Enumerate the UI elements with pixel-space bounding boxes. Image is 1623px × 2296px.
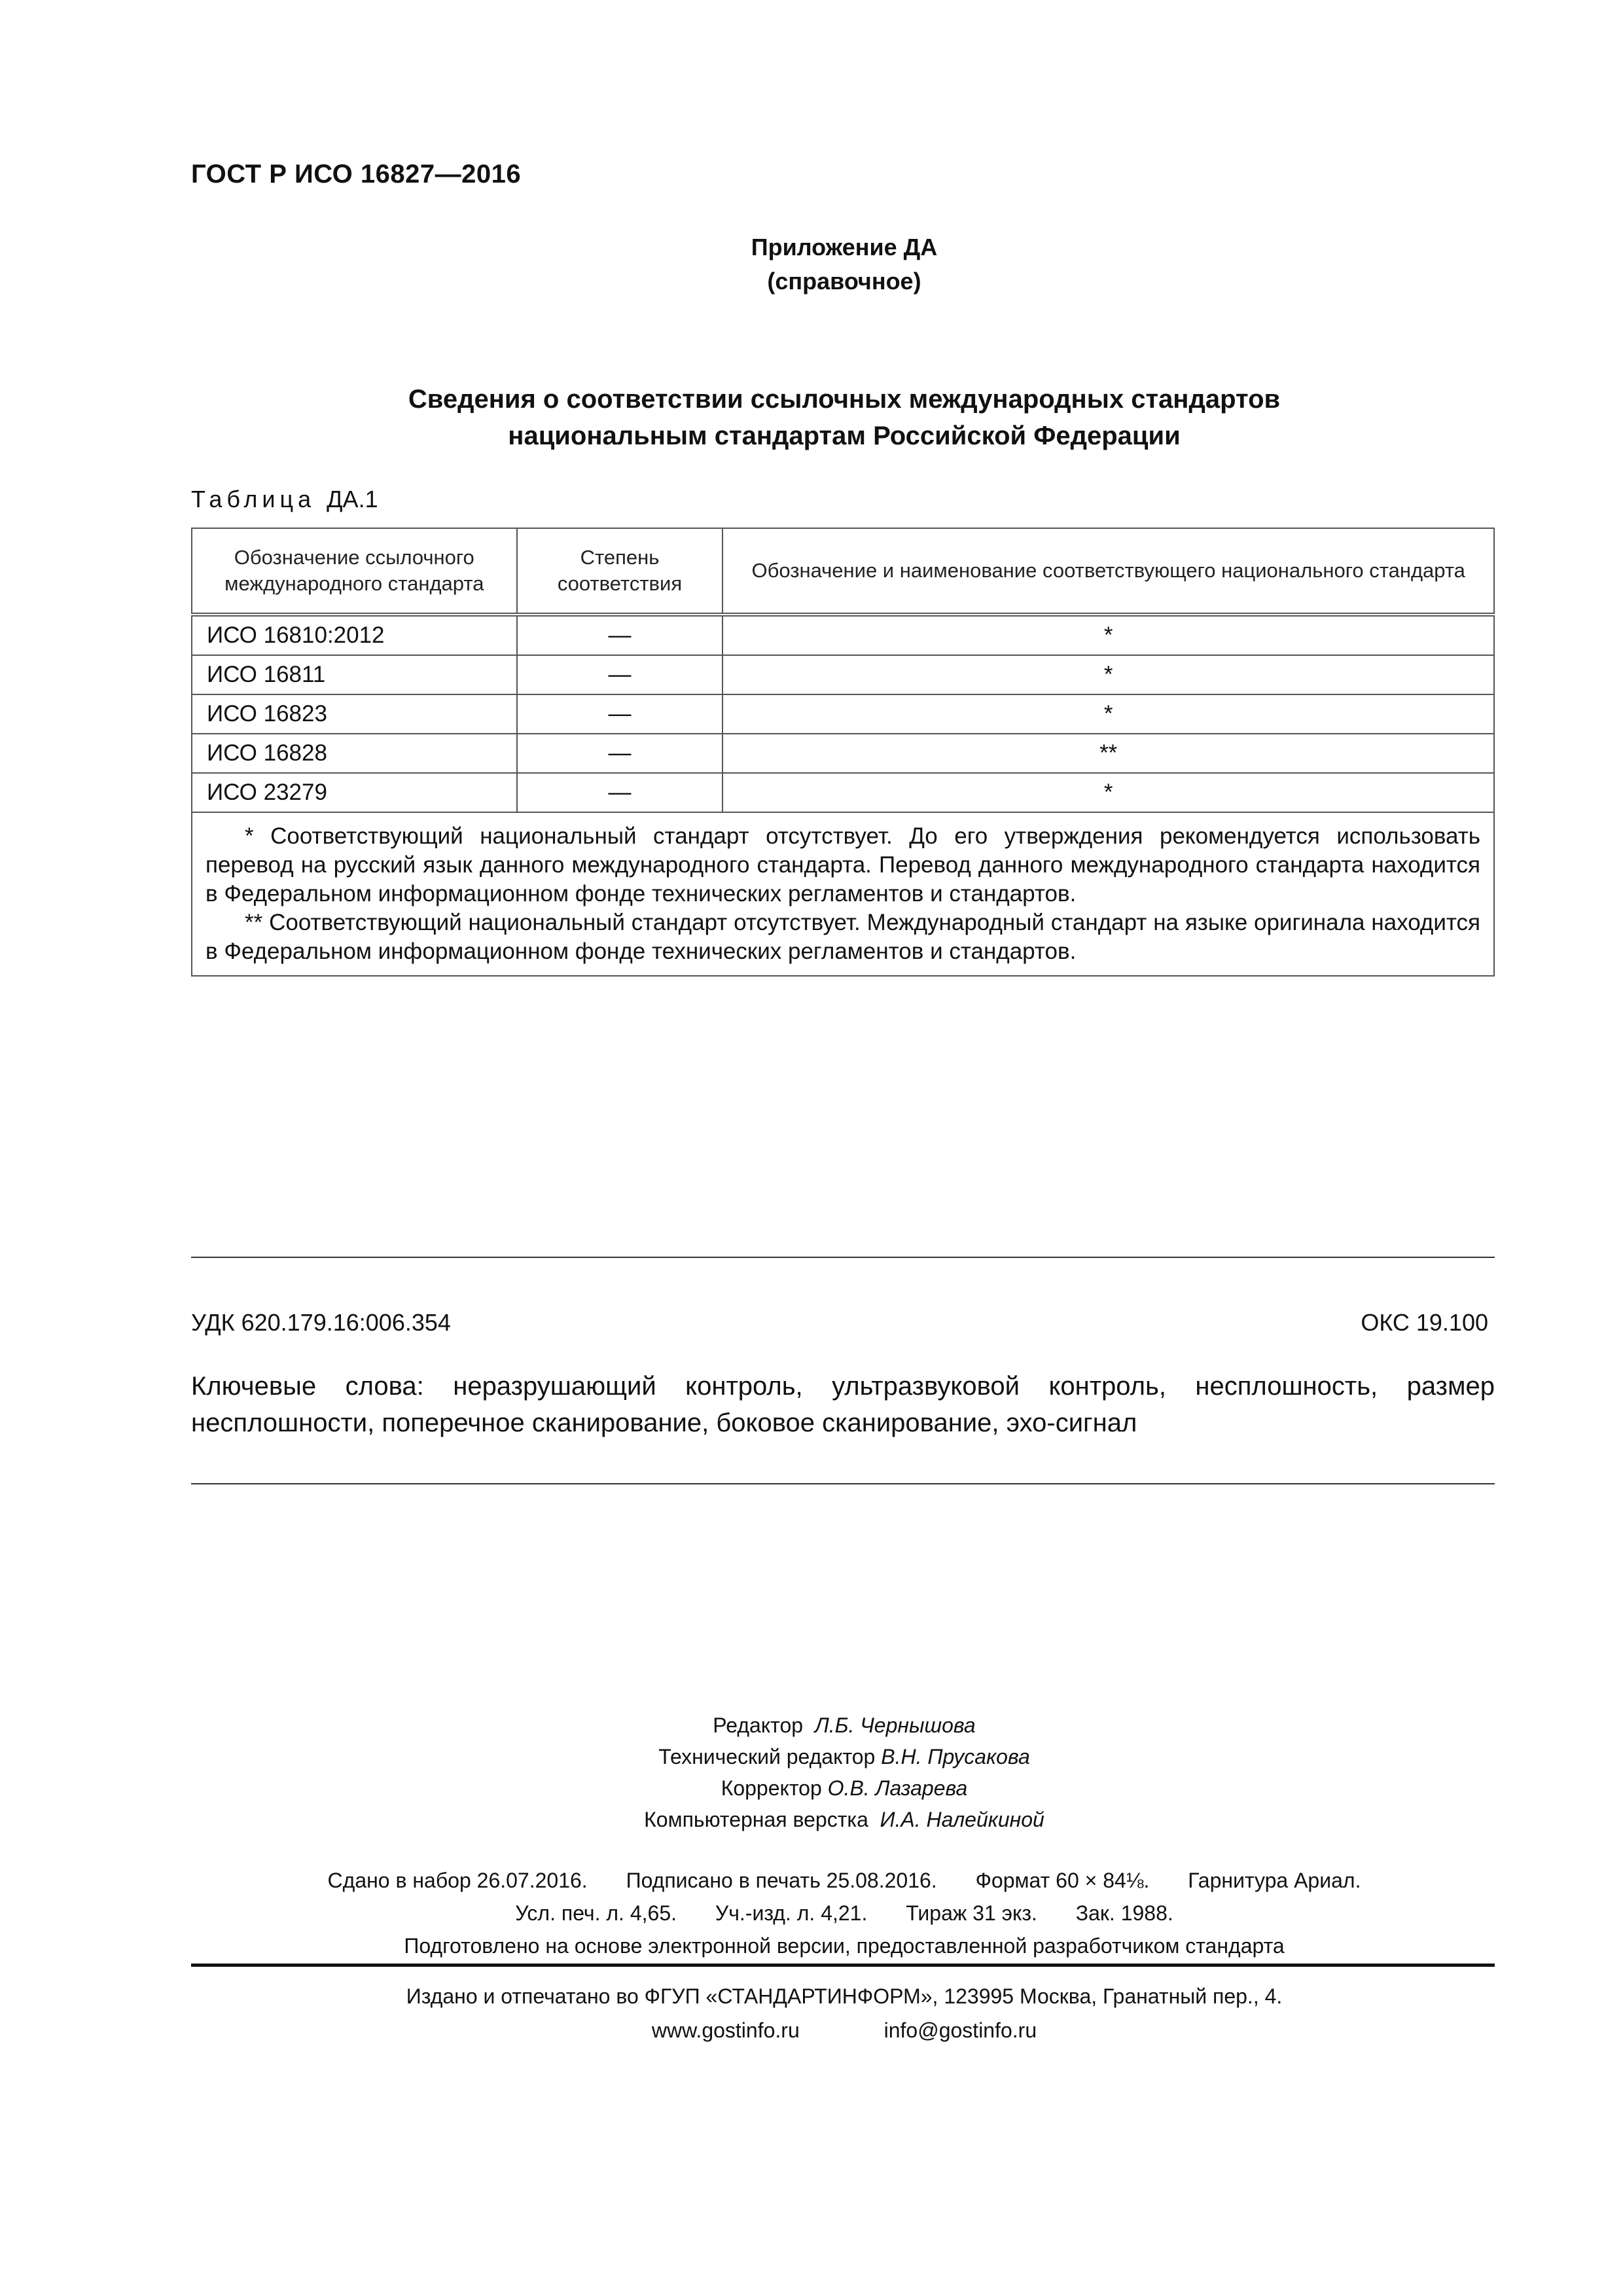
- credit-corrector: [0, 1772, 1623, 1804]
- reference-standard-cell: ИСО 16823: [192, 694, 517, 734]
- divider-publisher: [191, 1964, 1495, 1967]
- submitted-date: Сдано в набор 26.07.2016.: [327, 1869, 588, 1892]
- print-sheets: Усл. печ. л. 4,65.: [515, 1901, 677, 1925]
- credit-tech-editor: [0, 1741, 1623, 1772]
- credit-role: Редактор: [713, 1713, 804, 1737]
- signed-date: Подписано в печать 25.08.2016.: [626, 1869, 937, 1892]
- table-label-word: Таблица: [191, 486, 316, 512]
- credit-editor: [0, 1710, 1623, 1741]
- publisher-website: www.gostinfo.ru: [651, 2018, 800, 2042]
- credit-name: О.В. Лазарева: [827, 1776, 968, 1800]
- print-info-line-1: [0, 1864, 1623, 1897]
- national-standard-cell: *: [722, 773, 1494, 812]
- appendix-heading: [0, 230, 1623, 298]
- publisher-line: Издано и отпечатано во ФГУП «СТАНДАРТИНФОРМ», 123995 Москва, Гранатный пер., 4.: [406, 1984, 1283, 2008]
- credit-role: Компьютерная верстка: [644, 1808, 868, 1831]
- national-standard-cell: **: [722, 734, 1494, 773]
- section-title: [0, 381, 1623, 454]
- udk-code: УДК 620.179.16:006.354: [191, 1309, 451, 1336]
- reference-standard-cell: ИСО 16828: [192, 734, 517, 773]
- table-row: [192, 615, 1494, 655]
- keywords: Ключевые слова: неразрушающий контроль, ультразвуковой контроль, несплошность, размер несплошности, поперечное сканирование, боковое сканирование, эхо-сигнал: [191, 1372, 1495, 1437]
- print-information: [0, 1864, 1623, 1962]
- column-header-national: Обозначение и наименование соответствующего национального стандарта: [722, 528, 1494, 615]
- reference-standard-cell: ИСО 16811: [192, 655, 517, 694]
- national-standard-cell: *: [722, 615, 1494, 655]
- degree-cell: —: [517, 615, 723, 655]
- appendix-title: Приложение ДА: [751, 234, 938, 260]
- table-row: [192, 734, 1494, 773]
- credit-name: В.Н. Прусакова: [881, 1745, 1030, 1768]
- paper-format: Формат 60 × 84⅛.: [975, 1869, 1150, 1892]
- column-header-degree: Степень соответствия: [517, 528, 723, 615]
- print-info-line-2: [0, 1897, 1623, 1929]
- degree-cell: —: [517, 694, 723, 734]
- table-row: [192, 773, 1494, 812]
- credit-role: Корректор: [721, 1776, 822, 1800]
- credit-name: И.А. Налейкиной: [880, 1808, 1044, 1831]
- table-note-2: ** Соответствующий национальный стандарт отсутствует. Международный стандарт на языке оригинала находится в Федеральном информационном фонде технических регламентов и стандартов.: [205, 910, 1480, 964]
- table-note-1: * Соответствующий национальный стандарт отсутствует. До его утверждения рекомендуется использовать перевод на русский язык данного международного стандарта. Перевод данного международного стандарта находится в Федеральном информационном фонде технических регламентов и стандартов.: [205, 823, 1480, 906]
- table-row: [192, 694, 1494, 734]
- correspondence-table: [191, 528, 1495, 977]
- column-header-reference: Обозначение ссылочного международного стандарта: [192, 528, 517, 615]
- table-notes-cell: [192, 812, 1494, 976]
- table-row: [192, 655, 1494, 694]
- section-title-line-2: национальным стандартам Российской Федерации: [508, 422, 1181, 450]
- table-label-number: ДА.1: [327, 486, 378, 512]
- reference-standard-cell: ИСО 16810:2012: [192, 615, 517, 655]
- credit-role: Технический редактор: [658, 1745, 876, 1768]
- degree-cell: —: [517, 773, 723, 812]
- divider-bottom: [191, 1483, 1495, 1484]
- publisher-info: [0, 1979, 1623, 2047]
- section-title-line-1: Сведения о соответствии ссылочных международных стандартов: [408, 385, 1281, 414]
- appendix-subtitle: (справочное): [767, 268, 921, 295]
- reference-standard-cell: ИСО 23279: [192, 773, 517, 812]
- circulation: Тираж 31 экз.: [906, 1901, 1037, 1925]
- publishing-sheets: Уч.-изд. л. 4,21.: [715, 1901, 868, 1925]
- typeface: Гарнитура Ариал.: [1188, 1869, 1361, 1892]
- table-label: [191, 486, 378, 513]
- editorial-credits: [0, 1710, 1623, 1835]
- credit-name: Л.Б. Чернышова: [814, 1713, 976, 1737]
- degree-cell: —: [517, 655, 723, 694]
- oks-code: ОКС 19.100: [1361, 1309, 1488, 1336]
- national-standard-cell: *: [722, 655, 1494, 694]
- table-header-row: [192, 528, 1494, 615]
- publisher-email: info@gostinfo.ru: [883, 2018, 1037, 2042]
- document-code-header: ГОСТ Р ИСО 16827—2016: [191, 160, 522, 188]
- national-standard-cell: *: [722, 694, 1494, 734]
- credit-layout: [0, 1804, 1623, 1835]
- prepared-note: Подготовлено на основе электронной версии, предоставленной разработчиком стандарта: [404, 1934, 1285, 1958]
- publisher-contacts: [0, 2013, 1623, 2047]
- divider-top: [191, 1257, 1495, 1258]
- order-number: Зак. 1988.: [1075, 1901, 1173, 1925]
- table-notes-row: [192, 812, 1494, 976]
- degree-cell: —: [517, 734, 723, 773]
